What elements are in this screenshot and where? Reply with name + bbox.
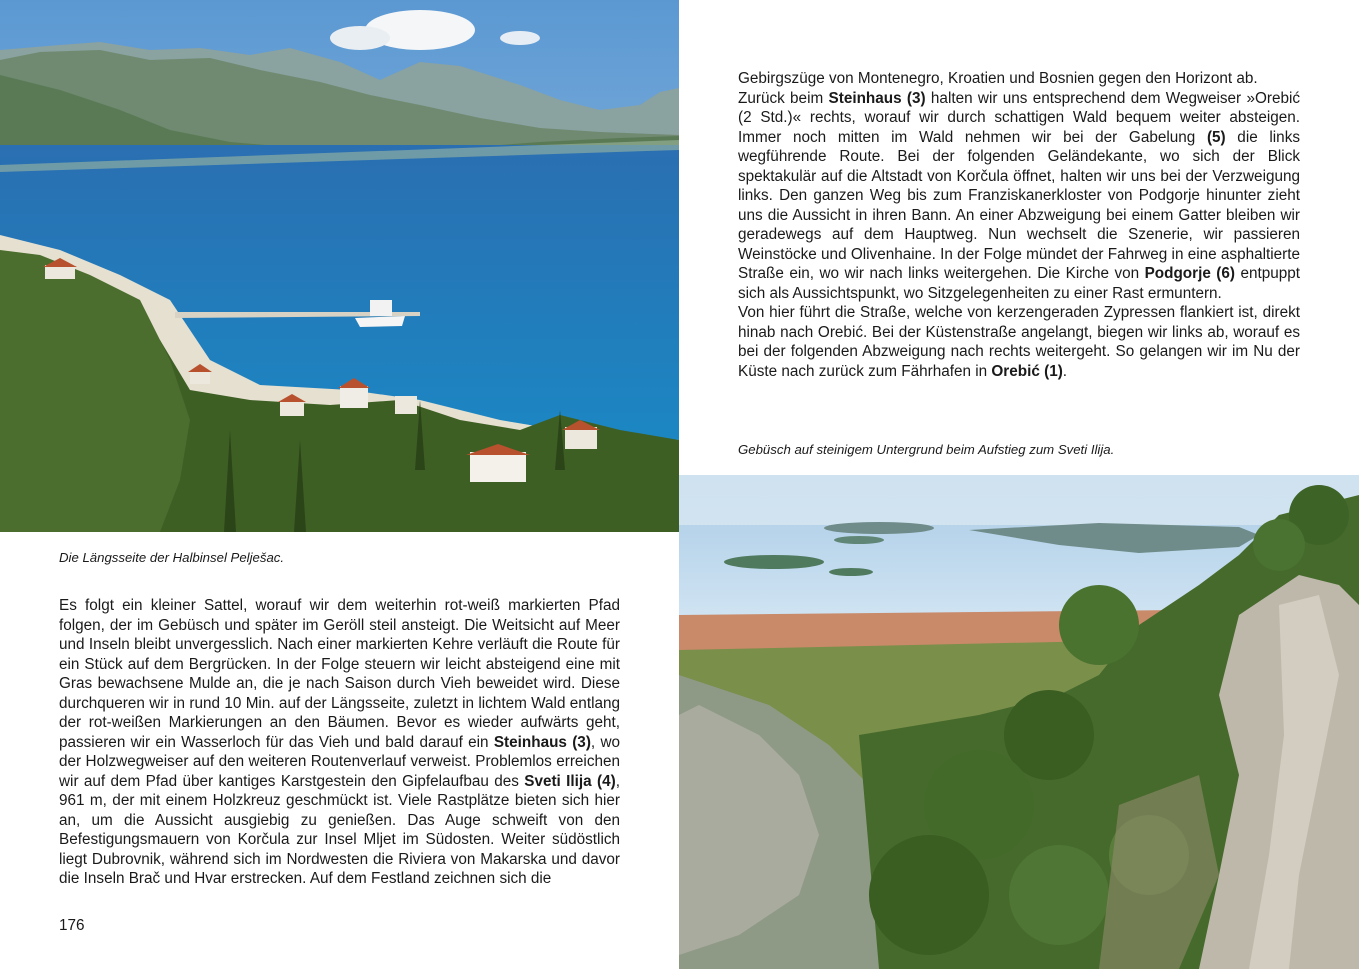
bold-gabelung-5: (5) — [1206, 128, 1226, 146]
text-right-para2b: halten wir uns entsprechend dem Wegweiser »Orebić (2 Std.)« rechts, worauf wir durch schattigen Wald bequem weiter absteigen. Immer noch mitten im Wald nehmen wir bei der Gabelung — [738, 89, 1301, 146]
text-left-part2: , wo der Holzwegweiser auf den weiteren Routenverlauf verweist. Problemlos erreichen wir auf dem Pfad über kantiges Karstgestein den Gipfelaufbau des — [59, 733, 621, 790]
bold-steinhaus-3-right: Steinhaus (3) — [828, 89, 926, 107]
caption-left: Die Längsseite der Halbinsel Pelješac. — [59, 550, 285, 565]
bold-steinhaus-3: Steinhaus (3) — [493, 733, 591, 751]
text-left-part3: , 961 m, der mit einem Holzkreuz geschmückt ist. Viele Rastplätze bieten sich hier an, um die Aussicht ausgiebig zu genießen. Das Auge schweift von den Befestigungsmauern von Korčula zur Insel Mljet im Südosten. Weiter südöstlich liegt Dubrovnik, während sich im Nordwesten die Riviera von Makarska und davor die Inseln Brač und Hvar erstrecken. Auf dem Festland zeichnen sich die — [59, 772, 620, 887]
text-right-para2d: entpuppt sich als Aussichtspunkt, wo Sitzgelegenheiten zu einer Rast ermuntern. — [738, 265, 1301, 302]
text-right-para3b: . — [1062, 362, 1068, 380]
text-right-para1: Gebirgszüge von Montenegro, Kroatien und Bosnien gegen den Horizont ab. — [738, 70, 1258, 87]
bold-orebic-1: Orebić (1) — [991, 362, 1063, 380]
text-right-para2c: die links wegführende Route. Bei der folgenden Geländekante, wo sich der Blick spektakulär auf die Altstadt von Korčula öffnet, halten wir uns bei der Verzweigung links. Den ganzen Weg bis zum Franziskanerkloster von Podgorje hinunter zieht uns die Aussicht in ihren Bann. An einer Abzweigung bei einem Gatter bleiben wir geradewegs auf dem Hauptweg. Nun wechselt die Szenerie, wir passieren Weinstöcke und Olivenhaine. In der Folge mündet der Fahrweg in eine asphaltierte Straße ein, wo wir nach links weitergehen. Die Kirche von — [738, 128, 1300, 282]
photo-peljesac-coast — [0, 0, 679, 532]
photo-rocky-trail — [679, 475, 1359, 969]
text-right-para2a: Zurück beim — [738, 89, 829, 107]
page-number: 176 — [59, 917, 85, 934]
body-text-left — [59, 596, 620, 889]
bold-sveti-ilija-4: Sveti Ilija (4) — [524, 772, 616, 790]
bold-podgorje-6: Podgorje (6) — [1144, 265, 1236, 282]
body-text-right — [738, 69, 1300, 381]
text-left-part1: Es folgt ein kleiner Sattel, worauf wir dem weiterhin rot-weiß markierten Pfad folgen, der im Gebüsch und später im Geröll steil ansteigt. Die Weitsicht auf Meer und Inseln bleibt unvergesslich. Nach einer markierten Kehre verläuft die Route für ein Stück auf dem Bergrücken. In der Folge steuern wir leicht absteigend eine mit Gras bewachsene Mulde an, die je nach Saison durch Vieh beweidet wird. Diese durchqueren wir in rund 10 Min. auf der Längsseite, zuletzt in lichtem Wald entlang der rot-weißen Markierungen an den Bäumen. Bevor es wieder aufwärts geht, passieren wir ein Wasserloch für das Vieh und bald darauf ein — [59, 597, 620, 751]
text-right-para3a: Von hier führt die Straße, welche von kerzengeraden Zypressen flankiert ist, direkt hinab nach Orebić. Bei der Küstenstraße angelangt, biegen wir links ab, worauf es bei der folgenden Abzweigung nach rechts weitergeht. So gelangen wir im Nu der Küste nach zurück zum Fährhafen in — [738, 304, 1300, 380]
caption-right: Gebüsch auf steinigem Untergrund beim Aufstieg zum Sveti Ilija. — [738, 442, 1115, 457]
